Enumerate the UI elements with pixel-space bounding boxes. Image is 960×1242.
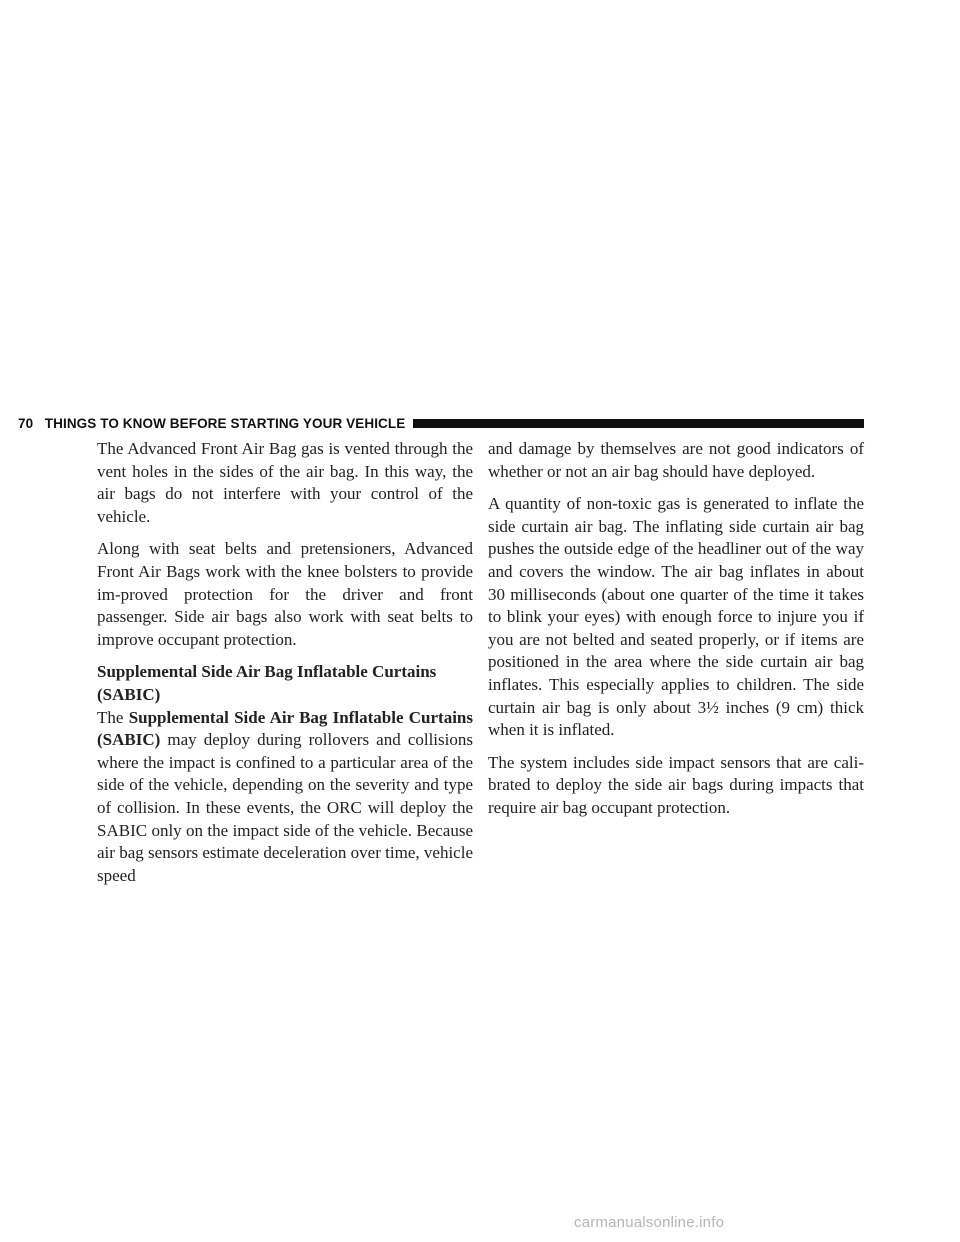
heading-line-1: Supplemental Side Air Bag Inflatable Curtains	[97, 662, 437, 682]
page-header	[18, 414, 864, 432]
left-column	[97, 438, 473, 887]
sabic-lead-text: The	[97, 707, 129, 727]
section-heading-sabic	[97, 661, 473, 706]
page-number: 70	[18, 415, 34, 431]
paragraph-side-impact-sensors: The system includes side impact sensors that are cali-brated to deploy the side air bags during impacts that require air bag occupant protection.	[488, 752, 864, 817]
site-watermark: carmanualsonline.info	[574, 1214, 725, 1231]
paragraph-air-bag-venting: The Advanced Front Air Bag gas is vented through the vent holes in the sides of the air bag. In this way, the air bags do not interfere with your control of the vehicle.	[97, 439, 473, 526]
paragraph-deployment-indicators: and damage by themselves are not good indicators of whether or not an air bag should have deployed.	[488, 439, 864, 481]
paragraph-advanced-front-air-bags: Along with seat belts and pretensioners, Advanced Front Air Bags work with the knee bolsters to provide im-proved protection for the driver and front passenger. Side air bags also work with seat belts to improve occupant protection.	[97, 539, 473, 649]
paragraph-sabic-deploy	[97, 707, 473, 888]
section-title: THINGS TO KNOW BEFORE STARTING YOUR VEHICLE	[44, 415, 406, 431]
sabic-rest-text: may deploy during rollovers and collisions where the impact is confined to a particular area of the side of the vehicle, depending on the severity and type of collision. In these events, the ORC will deploy the SABIC only on the impact side of the vehicle. Because air bag sensors estimate deceleration over time, vehicle speed	[97, 730, 473, 885]
page-header-text	[18, 416, 405, 431]
sabic-bold-term: Supplemental Side Air Bag Inflatable Curtains (SABIC)	[97, 707, 473, 750]
heading-line-2: (SABIC)	[97, 684, 161, 704]
paragraph-side-curtain-inflation: A quantity of non-toxic gas is generated to inflate the side curtain air bag. The inflating side curtain air bag pushes the outside edge of the headliner out of the way and covers the window. The air bag inflates in about 30 milliseconds (about one quarter of the time it takes to blink your eyes) with enough force to injure you if you are not belted and seated properly, or if items are positioned in the area where the side curtain air bag inflates. This especially applies to children. The side curtain air bag is only about 3½ inches (9 cm) thick when it is inflated.	[488, 494, 864, 740]
header-rule	[413, 419, 864, 428]
right-column	[488, 438, 864, 830]
